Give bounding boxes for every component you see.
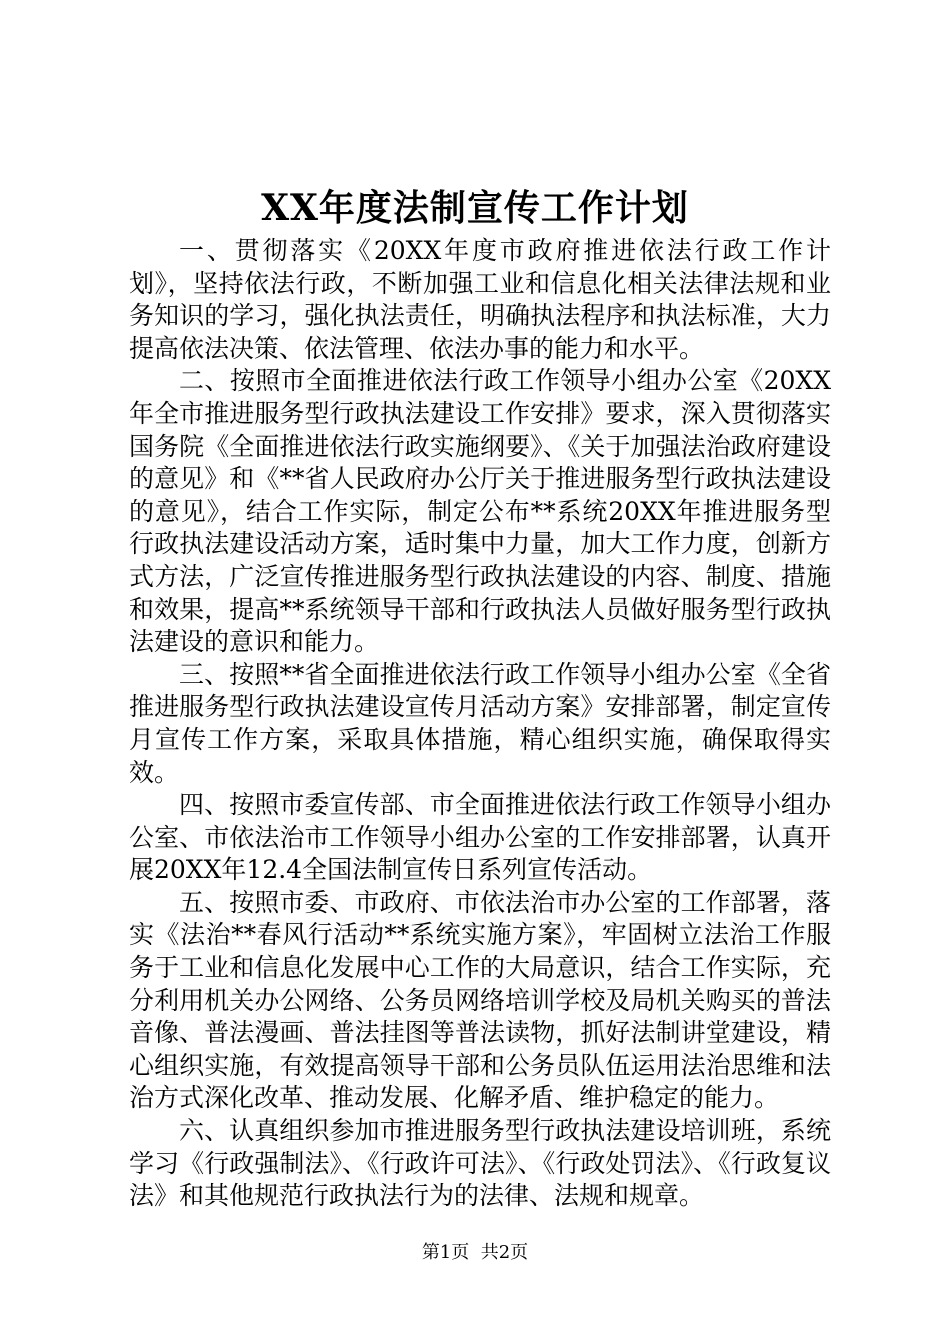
paragraph-5: 五、按照市委、市政府、市依法治市办公室的工作部署，落实《法治**春风行活动**系统实施方案》，牢固树立法治工作服务于工业和信息化发展中心工作的大局意识，结合工作实际，充分利用机关办公网络、公务员网络培训学校及局机关购买的普法音像、普法漫画、普法挂图等普法读物，抓好法制讲堂建设，精心组织实施，有效提高领导干部和公务员队伍运用法治思维和法治方式深化改革、推动发展、化解矛盾、维护稳定的能力。 [129, 887, 831, 1113]
paragraph-6: 六、认真组织参加市推进服务型行政执法建设培训班，系统学习《行政强制法》、《行政许可法》、《行政处罚法》、《行政复议法》和其他规范行政执法行为的法律、法规和规章。 [129, 1116, 831, 1211]
paragraph-2: 二、按照市全面推进依法行政工作领导小组办公室《20XX年全市推进服务型行政执法建设工作安排》要求，深入贯彻落实国务院《全面推进依法行政实施纲要》、《关于加强法治政府建设的意见》和《**省人民政府办公厅关于推进服务型行政执法建设的意见》，结合工作实际，制定公布**系统20XX年推进服务型行政执法建设活动方案，适时集中力量，加大工作力度，创新方式方法，广泛宣传推进服务型行政执法建设的内容、制度、措施和效果，提高**系统领导干部和行政执法人员做好服务型行政执法建设的意识和能力。 [129, 366, 831, 657]
paragraph-1: 一、贯彻落实《20XX年度市政府推进依法行政工作计划》，坚持依法行政，不断加强工业和信息化相关法律法规和业务知识的学习，强化执法责任，明确执法程序和执法标准，大力提高依法决策、依法管理、依法办事的能力和水平。 [129, 236, 831, 363]
paragraph-4: 四、按照市委宣传部、市全面推进依法行政工作领导小组办公室、市依法治市工作领导小组办公室的工作安排部署，认真开展20XX年12.4全国法制宣传日系列宣传活动。 [129, 790, 831, 885]
document-title: XX年度法制宣传工作计划 [261, 187, 689, 229]
page-number: 第1页 共2页 [421, 1242, 529, 1263]
document-body [129, 235, 831, 1213]
page-footer [0, 1240, 950, 1266]
paragraph-3: 三、按照**省全面推进依法行政工作领导小组办公室《全省推进服务型行政执法建设宣传月活动方案》安排部署，制定宣传月宣传工作方案，采取具体措施，精心组织实施，确保取得实效。 [129, 659, 831, 787]
